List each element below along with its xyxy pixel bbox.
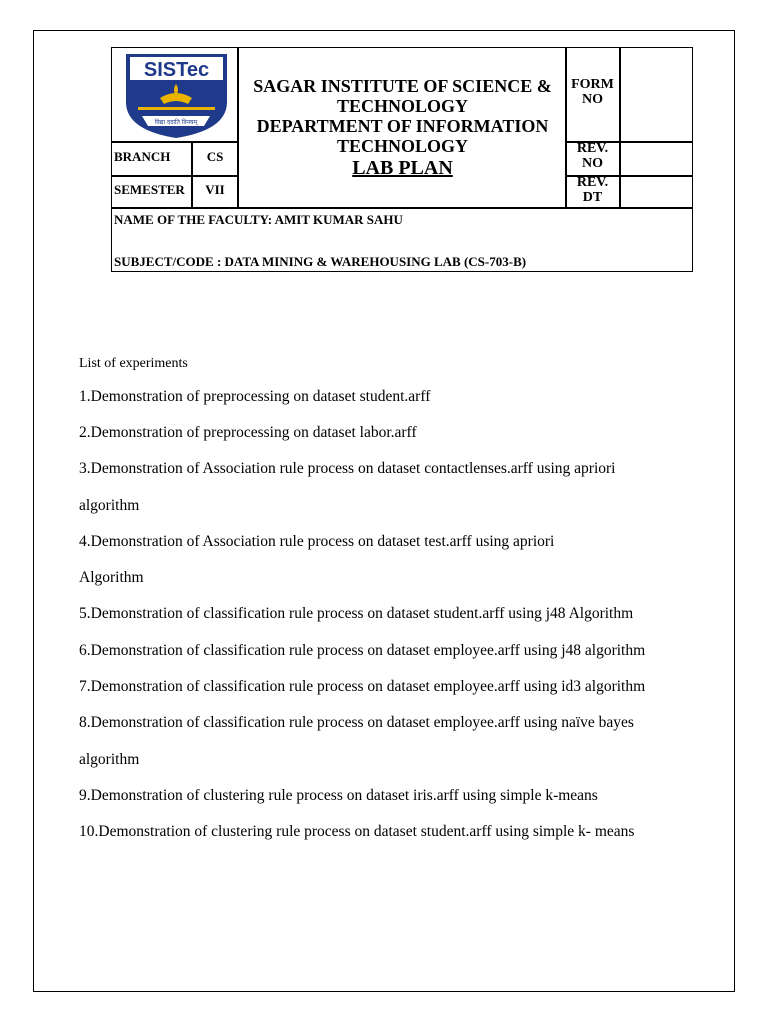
department-line-2: TECHNOLOGY: [336, 136, 469, 156]
institute-line-2: TECHNOLOGY: [336, 96, 469, 116]
branch-label: BRANCH: [114, 149, 171, 164]
form-no-line-1: FORM: [571, 77, 614, 92]
logo-tagline: विद्या ददाति विनयम्: [154, 119, 198, 126]
branch-value: CS: [206, 149, 224, 164]
divider: [112, 175, 238, 177]
subject-code: SUBJECT/CODE : DATA MINING & WAREHOUSING LAB (CS-703-B): [114, 254, 527, 269]
department-line-1: DEPARTMENT OF INFORMATION: [256, 116, 549, 136]
divider: [619, 48, 621, 207]
semester-value: VII: [205, 182, 225, 197]
form-no-line-2: NO: [582, 91, 603, 107]
divider: [112, 141, 238, 143]
experiment-line: 6.Demonstration of classification rule process on dataset employee.arff using j48 algorithm: [79, 642, 646, 659]
experiment-line: 7.Demonstration of classification rule process on dataset employee.arff using id3 algorithm: [79, 678, 646, 695]
experiment-line: 3.Demonstration of Association rule process on dataset contactlenses.arff using apriori: [79, 460, 616, 477]
rev-no-line-1: REV.: [576, 141, 609, 156]
rev-no-line-2: NO: [582, 155, 603, 171]
header-table: [111, 47, 693, 272]
experiment-line: algorithm: [79, 751, 140, 768]
experiment-line: 5.Demonstration of classification rule process on dataset student.arff using j48 Algorithm: [79, 605, 634, 622]
institute-line-1: SAGAR INSTITUTE OF SCIENCE &: [253, 76, 552, 96]
sistec-logo: [120, 52, 233, 140]
rev-no-label: [566, 142, 619, 171]
rev-dt-label: [566, 176, 619, 205]
form-no-label: [566, 78, 619, 107]
document-title: LAB PLAN: [352, 157, 453, 179]
experiment-line: 10.Demonstration of clustering rule process on dataset student.arff using simple k- means: [79, 823, 635, 840]
rev-dt-line-2: DT: [582, 189, 603, 205]
rev-dt-line-1: REV.: [576, 175, 609, 190]
experiment-line: algorithm: [79, 497, 140, 514]
experiment-line: 8.Demonstration of classification rule process on dataset employee.arff using naïve bayes: [79, 714, 634, 731]
logo-text: SISTec: [143, 59, 210, 81]
list-title: List of experiments: [79, 356, 188, 371]
semester-label: SEMESTER: [114, 182, 185, 197]
experiment-line: 2.Demonstration of preprocessing on dataset labor.arff: [79, 424, 417, 441]
institute-name: [240, 76, 565, 156]
experiment-line: 1.Demonstration of preprocessing on dataset student.arff: [79, 388, 431, 405]
experiment-line: 9.Demonstration of clustering rule process on dataset iris.arff using simple k-means: [79, 787, 598, 804]
experiment-line: 4.Demonstration of Association rule process on dataset test.arff using apriori: [79, 533, 555, 550]
experiment-line: Algorithm: [79, 569, 144, 586]
divider: [112, 207, 692, 209]
faculty-name: NAME OF THE FACULTY: AMIT KUMAR SAHU: [114, 212, 403, 227]
